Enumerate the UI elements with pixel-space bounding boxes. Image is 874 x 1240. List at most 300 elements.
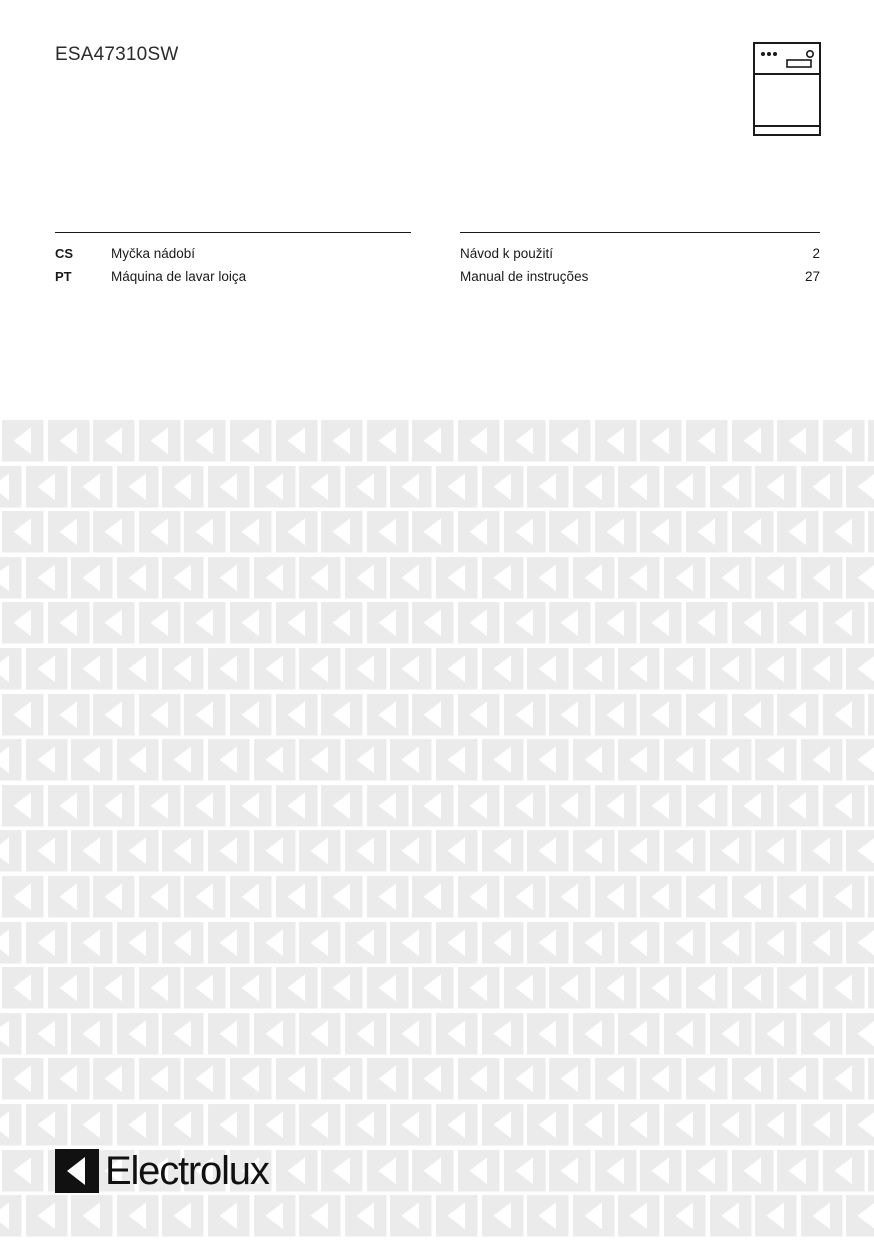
electrolux-pattern-icon <box>480 737 526 783</box>
electrolux-pattern-icon <box>319 783 365 829</box>
electrolux-pattern-icon <box>866 874 874 920</box>
electrolux-pattern-icon <box>274 418 320 464</box>
electrolux-pattern-icon <box>388 555 434 601</box>
electrolux-pattern-icon <box>434 737 480 783</box>
electrolux-pattern-icon <box>69 1011 115 1057</box>
electrolux-pattern-icon <box>69 828 115 874</box>
electrolux-pattern-icon <box>24 1102 70 1148</box>
electrolux-pattern-icon <box>0 1102 24 1148</box>
electrolux-pattern-icon <box>46 1056 92 1102</box>
electrolux-pattern-icon <box>252 920 298 966</box>
electrolux-pattern-icon <box>160 1193 206 1239</box>
electrolux-pattern-icon <box>616 1193 662 1239</box>
electrolux-pattern-icon <box>388 646 434 692</box>
electrolux-pattern-icon <box>456 965 502 1011</box>
electrolux-pattern-icon <box>730 965 776 1011</box>
electrolux-pattern-icon <box>844 920 874 966</box>
electrolux-pattern-icon <box>91 509 137 555</box>
electrolux-pattern-icon <box>24 920 70 966</box>
electrolux-pattern-icon <box>206 737 252 783</box>
watermark-row <box>0 1056 874 1102</box>
electrolux-pattern-icon <box>365 874 411 920</box>
electrolux-pattern-icon <box>525 1011 571 1057</box>
electrolux-pattern-icon <box>410 600 456 646</box>
electrolux-pattern-icon <box>252 646 298 692</box>
electrolux-pattern-icon <box>252 1102 298 1148</box>
electrolux-pattern-icon <box>182 692 228 738</box>
electrolux-pattern-icon <box>46 418 92 464</box>
electrolux-pattern-icon <box>844 1102 874 1148</box>
electrolux-pattern-icon <box>502 783 548 829</box>
electrolux-pattern-icon <box>91 874 137 920</box>
electrolux-pattern-icon <box>410 692 456 738</box>
electrolux-pattern-icon <box>593 692 639 738</box>
electrolux-pattern-icon <box>365 1056 411 1102</box>
electrolux-pattern-icon <box>730 418 776 464</box>
electrolux-pattern-icon <box>160 646 206 692</box>
electrolux-pattern-icon <box>319 1148 365 1194</box>
electrolux-pattern-icon <box>775 874 821 920</box>
electrolux-pattern-icon <box>684 783 730 829</box>
electrolux-pattern-icon <box>297 737 343 783</box>
electrolux-logo-icon <box>55 1149 99 1193</box>
electrolux-pattern-icon <box>69 737 115 783</box>
electrolux-pattern-icon <box>274 874 320 920</box>
electrolux-pattern-icon <box>456 1056 502 1102</box>
electrolux-pattern-icon <box>160 737 206 783</box>
electrolux-pattern-icon <box>182 874 228 920</box>
electrolux-pattern-icon <box>0 1011 24 1057</box>
electrolux-pattern-icon <box>69 920 115 966</box>
electrolux-pattern-icon <box>0 464 24 510</box>
electrolux-pattern-icon <box>434 646 480 692</box>
electrolux-pattern-icon <box>319 509 365 555</box>
electrolux-pattern-icon <box>46 965 92 1011</box>
electrolux-pattern-icon <box>297 920 343 966</box>
electrolux-pattern-icon <box>228 692 274 738</box>
brand-name: Electrolux <box>105 1149 269 1193</box>
electrolux-pattern-icon <box>684 509 730 555</box>
electrolux-pattern-icon <box>274 600 320 646</box>
electrolux-pattern-icon <box>206 1193 252 1239</box>
electrolux-pattern-icon <box>866 965 874 1011</box>
watermark-row <box>0 509 874 555</box>
electrolux-pattern-icon <box>206 920 252 966</box>
electrolux-pattern-icon <box>434 1193 480 1239</box>
electrolux-pattern-icon <box>274 1148 320 1194</box>
watermark-row <box>0 646 874 692</box>
language-code: PT <box>55 269 72 284</box>
electrolux-pattern-icon <box>708 828 754 874</box>
electrolux-pattern-icon <box>662 737 708 783</box>
electrolux-pattern-icon <box>753 920 799 966</box>
electrolux-pattern-icon <box>571 1102 617 1148</box>
electrolux-pattern-icon <box>730 692 776 738</box>
electrolux-pattern-icon <box>775 783 821 829</box>
electrolux-pattern-icon <box>388 828 434 874</box>
electrolux-pattern-icon <box>137 600 183 646</box>
electrolux-pattern-icon <box>502 509 548 555</box>
electrolux-pattern-icon <box>638 1056 684 1102</box>
electrolux-pattern-icon <box>434 1102 480 1148</box>
electrolux-pattern-icon <box>730 600 776 646</box>
electrolux-pattern-icon <box>319 965 365 1011</box>
electrolux-pattern-icon <box>274 965 320 1011</box>
electrolux-pattern-icon <box>730 783 776 829</box>
electrolux-pattern-icon <box>365 600 411 646</box>
electrolux-pattern-icon <box>480 555 526 601</box>
electrolux-pattern-icon <box>297 828 343 874</box>
electrolux-pattern-icon <box>844 464 874 510</box>
electrolux-pattern-icon <box>0 1056 46 1102</box>
electrolux-pattern-icon <box>388 737 434 783</box>
electrolux-pattern-icon <box>0 692 46 738</box>
electrolux-pattern-icon <box>684 692 730 738</box>
electrolux-pattern-icon <box>638 509 684 555</box>
electrolux-pattern-icon <box>206 1102 252 1148</box>
electrolux-pattern-icon <box>547 1056 593 1102</box>
watermark-row <box>0 783 874 829</box>
electrolux-pattern-icon <box>0 600 46 646</box>
electrolux-pattern-icon <box>319 692 365 738</box>
electrolux-pattern-icon <box>182 965 228 1011</box>
electrolux-pattern-icon <box>593 418 639 464</box>
watermark-row <box>0 555 874 601</box>
electrolux-pattern-icon <box>252 828 298 874</box>
electrolux-pattern-icon <box>708 1011 754 1057</box>
electrolux-pattern-icon <box>821 965 867 1011</box>
electrolux-pattern-icon <box>708 1193 754 1239</box>
watermark-row <box>0 920 874 966</box>
electrolux-pattern-icon <box>684 1148 730 1194</box>
watermark-row <box>0 828 874 874</box>
electrolux-pattern-icon <box>616 646 662 692</box>
electrolux-pattern-icon <box>662 646 708 692</box>
electrolux-pattern-icon <box>593 783 639 829</box>
watermark-row <box>0 874 874 920</box>
electrolux-pattern-icon <box>206 464 252 510</box>
watermark-row <box>0 600 874 646</box>
electrolux-pattern-icon <box>228 509 274 555</box>
electrolux-pattern-icon <box>456 509 502 555</box>
electrolux-pattern-icon <box>343 737 389 783</box>
electrolux-pattern-icon <box>571 646 617 692</box>
electrolux-pattern-icon <box>593 874 639 920</box>
electrolux-pattern-icon <box>0 828 24 874</box>
electrolux-pattern-icon <box>434 920 480 966</box>
electrolux-pattern-icon <box>343 555 389 601</box>
electrolux-pattern-icon <box>24 555 70 601</box>
electrolux-pattern-icon <box>525 646 571 692</box>
watermark-row <box>0 464 874 510</box>
electrolux-pattern-icon <box>388 920 434 966</box>
electrolux-pattern-icon <box>616 920 662 966</box>
electrolux-pattern-icon <box>799 828 845 874</box>
manual-title: Návod k použití <box>460 246 554 261</box>
electrolux-pattern-icon <box>502 600 548 646</box>
electrolux-pattern-icon <box>91 783 137 829</box>
electrolux-pattern-icon <box>115 464 161 510</box>
electrolux-pattern-icon <box>525 1193 571 1239</box>
electrolux-pattern-icon <box>69 464 115 510</box>
electrolux-pattern-icon <box>297 1102 343 1148</box>
electrolux-pattern-icon <box>821 1148 867 1194</box>
electrolux-pattern-icon <box>866 509 874 555</box>
electrolux-pattern-icon <box>274 783 320 829</box>
electrolux-pattern-icon <box>684 965 730 1011</box>
electrolux-pattern-icon <box>228 874 274 920</box>
electrolux-pattern-icon <box>228 418 274 464</box>
electrolux-pattern-icon <box>297 555 343 601</box>
electrolux-pattern-icon <box>410 509 456 555</box>
electrolux-pattern-icon <box>866 1056 874 1102</box>
electrolux-pattern-icon <box>252 464 298 510</box>
electrolux-pattern-icon <box>799 1193 845 1239</box>
electrolux-pattern-icon <box>844 646 874 692</box>
watermark-row <box>0 965 874 1011</box>
electrolux-pattern-icon <box>160 828 206 874</box>
brand-logo <box>55 1149 269 1193</box>
electrolux-pattern-icon <box>343 464 389 510</box>
electrolux-pattern-icon <box>0 1193 24 1239</box>
electrolux-pattern-icon <box>547 418 593 464</box>
electrolux-pattern-icon <box>821 509 867 555</box>
electrolux-pattern-icon <box>182 509 228 555</box>
electrolux-pattern-icon <box>525 464 571 510</box>
electrolux-pattern-icon <box>616 1102 662 1148</box>
electrolux-pattern-icon <box>297 646 343 692</box>
electrolux-pattern-icon <box>115 1193 161 1239</box>
electrolux-pattern-icon <box>753 828 799 874</box>
electrolux-pattern-icon <box>638 965 684 1011</box>
electrolux-pattern-icon <box>502 965 548 1011</box>
electrolux-pattern-icon <box>662 1011 708 1057</box>
electrolux-pattern-icon <box>502 418 548 464</box>
electrolux-pattern-icon <box>24 1193 70 1239</box>
language-code: CS <box>55 246 74 261</box>
electrolux-pattern-icon <box>115 1011 161 1057</box>
electrolux-pattern-icon <box>708 737 754 783</box>
electrolux-pattern-icon <box>456 783 502 829</box>
electrolux-pattern-icon <box>182 1056 228 1102</box>
electrolux-pattern-icon <box>753 646 799 692</box>
electrolux-pattern-icon <box>343 920 389 966</box>
electrolux-pattern-icon <box>0 1148 46 1194</box>
electrolux-pattern-icon <box>24 828 70 874</box>
electrolux-pattern-icon <box>206 828 252 874</box>
electrolux-pattern-icon <box>593 1148 639 1194</box>
electrolux-pattern-icon <box>456 692 502 738</box>
electrolux-pattern-icon <box>343 1102 389 1148</box>
electrolux-pattern-icon <box>160 920 206 966</box>
electrolux-pattern-icon <box>775 692 821 738</box>
electrolux-pattern-icon <box>388 1193 434 1239</box>
electrolux-pattern-icon <box>0 509 46 555</box>
electrolux-pattern-icon <box>730 1056 776 1102</box>
electrolux-pattern-icon <box>799 920 845 966</box>
electrolux-pattern-icon <box>662 1193 708 1239</box>
electrolux-pattern-icon <box>456 418 502 464</box>
electrolux-pattern-icon <box>0 783 46 829</box>
electrolux-pattern-icon <box>0 646 24 692</box>
electrolux-pattern-icon <box>91 600 137 646</box>
electrolux-pattern-icon <box>410 965 456 1011</box>
electrolux-pattern-icon <box>730 509 776 555</box>
electrolux-pattern-icon <box>365 509 411 555</box>
electrolux-pattern-icon <box>410 1148 456 1194</box>
electrolux-pattern-icon <box>753 1102 799 1148</box>
electrolux-pattern-icon <box>24 646 70 692</box>
electrolux-pattern-icon <box>547 965 593 1011</box>
manual-title: Manual de instruções <box>460 269 589 284</box>
electrolux-pattern-icon <box>662 828 708 874</box>
electrolux-pattern-icon <box>638 783 684 829</box>
electrolux-pattern-icon <box>799 555 845 601</box>
electrolux-pattern-icon <box>0 920 24 966</box>
electrolux-pattern-icon <box>46 509 92 555</box>
watermark-row <box>0 692 874 738</box>
electrolux-pattern-icon <box>319 600 365 646</box>
table-row <box>460 265 820 288</box>
electrolux-pattern-icon <box>638 600 684 646</box>
manual-column <box>460 232 820 288</box>
electrolux-pattern-icon <box>115 646 161 692</box>
electrolux-pattern-icon <box>115 1102 161 1148</box>
electrolux-pattern-icon <box>708 464 754 510</box>
electrolux-pattern-icon <box>775 600 821 646</box>
electrolux-pattern-icon <box>343 1011 389 1057</box>
electrolux-pattern-icon <box>684 1056 730 1102</box>
electrolux-pattern-icon <box>525 1102 571 1148</box>
electrolux-pattern-icon <box>844 737 874 783</box>
electrolux-pattern-icon <box>502 692 548 738</box>
electrolux-pattern-icon <box>388 464 434 510</box>
electrolux-pattern-icon <box>480 1193 526 1239</box>
electrolux-pattern-icon <box>775 418 821 464</box>
page-number: 2 <box>812 246 820 261</box>
electrolux-pattern-icon <box>547 509 593 555</box>
electrolux-pattern-icon <box>365 1148 411 1194</box>
electrolux-pattern-icon <box>753 1011 799 1057</box>
electrolux-pattern-icon <box>206 646 252 692</box>
table-row <box>55 233 411 265</box>
electrolux-pattern-icon <box>115 828 161 874</box>
electrolux-pattern-icon <box>24 464 70 510</box>
electrolux-pattern-icon <box>638 1148 684 1194</box>
language-column <box>55 232 411 288</box>
page-number: 27 <box>804 269 820 284</box>
table-row <box>55 265 411 288</box>
watermark-row <box>0 1102 874 1148</box>
dishwasher-icon <box>753 42 821 136</box>
electrolux-pattern-icon <box>91 965 137 1011</box>
electrolux-pattern-icon <box>571 555 617 601</box>
electrolux-pattern-icon <box>866 783 874 829</box>
electrolux-pattern-icon <box>616 464 662 510</box>
electrolux-pattern-icon <box>480 1102 526 1148</box>
electrolux-pattern-icon <box>228 783 274 829</box>
electrolux-pattern-icon <box>365 965 411 1011</box>
electrolux-pattern-icon <box>388 1011 434 1057</box>
electrolux-pattern-icon <box>319 1056 365 1102</box>
electrolux-pattern-icon <box>46 783 92 829</box>
electrolux-pattern-icon <box>274 509 320 555</box>
electrolux-pattern-icon <box>69 1193 115 1239</box>
electrolux-pattern-icon <box>24 737 70 783</box>
page-title: ESA47310SW <box>55 44 179 65</box>
electrolux-pattern-icon <box>388 1102 434 1148</box>
electrolux-pattern-icon <box>799 737 845 783</box>
electrolux-pattern-icon <box>708 555 754 601</box>
electrolux-pattern-icon <box>753 464 799 510</box>
electrolux-pattern-icon <box>730 1148 776 1194</box>
electrolux-pattern-icon <box>456 600 502 646</box>
electrolux-pattern-icon <box>480 920 526 966</box>
electrolux-pattern-icon <box>410 783 456 829</box>
electrolux-pattern-icon <box>593 1056 639 1102</box>
electrolux-pattern-icon <box>91 692 137 738</box>
electrolux-pattern-icon <box>571 828 617 874</box>
electrolux-pattern-icon <box>844 1011 874 1057</box>
electrolux-pattern-icon <box>844 828 874 874</box>
electrolux-pattern-icon <box>821 692 867 738</box>
electrolux-pattern-icon <box>69 555 115 601</box>
electrolux-pattern-icon <box>571 464 617 510</box>
electrolux-pattern-icon <box>0 418 46 464</box>
electrolux-pattern-icon <box>684 874 730 920</box>
electrolux-pattern-icon <box>638 418 684 464</box>
electrolux-pattern-icon <box>753 555 799 601</box>
electrolux-pattern-icon <box>775 509 821 555</box>
electrolux-pattern-icon <box>821 874 867 920</box>
electrolux-pattern-icon <box>616 737 662 783</box>
electrolux-pattern-icon <box>365 418 411 464</box>
electrolux-pattern-icon <box>182 600 228 646</box>
electrolux-pattern-icon <box>115 737 161 783</box>
electrolux-pattern-icon <box>46 692 92 738</box>
electrolux-pattern-icon <box>866 418 874 464</box>
electrolux-pattern-icon <box>821 418 867 464</box>
electrolux-pattern-icon <box>252 1011 298 1057</box>
electrolux-pattern-icon <box>866 600 874 646</box>
electrolux-pattern-icon <box>547 874 593 920</box>
electrolux-pattern-icon <box>638 692 684 738</box>
electrolux-pattern-icon <box>866 1148 874 1194</box>
electrolux-pattern-icon <box>525 555 571 601</box>
electrolux-pattern-icon <box>662 920 708 966</box>
electrolux-pattern-icon <box>137 874 183 920</box>
electrolux-pattern-icon <box>434 555 480 601</box>
electrolux-pattern-icon <box>410 1056 456 1102</box>
electrolux-pattern-icon <box>502 1148 548 1194</box>
electrolux-pattern-icon <box>502 1056 548 1102</box>
electrolux-pattern-icon <box>821 600 867 646</box>
electrolux-pattern-icon <box>297 464 343 510</box>
appliance-name: Máquina de lavar loiça <box>111 269 247 284</box>
electrolux-pattern-icon <box>708 920 754 966</box>
electrolux-pattern-icon <box>662 555 708 601</box>
watermark-row <box>0 418 874 464</box>
electrolux-pattern-icon <box>821 1056 867 1102</box>
electrolux-pattern-icon <box>571 920 617 966</box>
electrolux-pattern-icon <box>46 600 92 646</box>
electrolux-pattern-icon <box>343 828 389 874</box>
electrolux-pattern-icon <box>137 1056 183 1102</box>
electrolux-pattern-icon <box>319 874 365 920</box>
electrolux-pattern-icon <box>228 600 274 646</box>
electrolux-pattern-icon <box>137 509 183 555</box>
electrolux-pattern-icon <box>274 1056 320 1102</box>
